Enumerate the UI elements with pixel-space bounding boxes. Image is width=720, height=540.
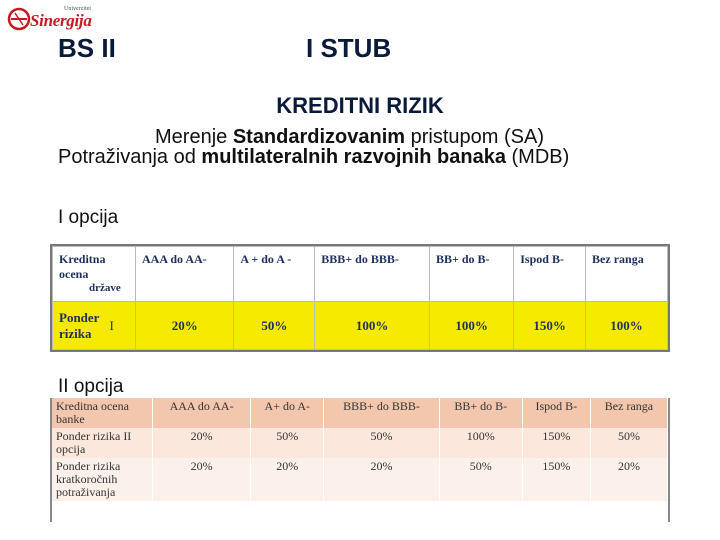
option1-table xyxy=(50,244,670,352)
table-cell: AAA do AA- xyxy=(153,398,251,428)
slide-subtitle: KREDITNI RIZIK xyxy=(276,93,444,118)
table-cell: AAA do AA- xyxy=(136,247,234,302)
table-cell: 20% xyxy=(590,458,667,501)
table-cell: 50% xyxy=(590,428,667,458)
table-cell: 50% xyxy=(234,302,315,350)
table-cell: 150% xyxy=(514,302,586,350)
table-cell: BBB+ do BBB- xyxy=(315,247,430,302)
table-cell: A+ do A- xyxy=(251,398,324,428)
logo-univerzitet-text: Univerzitet xyxy=(64,6,91,12)
sinergija-logo xyxy=(6,6,92,32)
table-cell: BBB+ do BBB- xyxy=(324,398,439,428)
table-cell: 150% xyxy=(522,428,590,458)
claims-line-b: multilateralnih razvojnih banaka xyxy=(201,146,506,168)
label-line: ocena xyxy=(59,267,89,281)
row-label-cell: Kreditna ocena banke xyxy=(52,398,153,428)
table-cell: BB+ do B- xyxy=(429,247,513,302)
table-cell: Ispod B- xyxy=(514,247,586,302)
measurement-line-c: pristupom (SA) xyxy=(405,126,545,148)
header-center-title: I STUB xyxy=(306,33,392,63)
table-row xyxy=(52,458,668,501)
table-cell: Bez ranga xyxy=(590,398,667,428)
row-label-cell xyxy=(53,302,136,350)
claims-line-a: Potraživanja od xyxy=(58,146,202,168)
logo-name-text: Sinergija xyxy=(30,11,92,30)
table-cell: 20% xyxy=(251,458,324,501)
table-cell: 50% xyxy=(439,458,522,501)
row-label-cell: Ponder rizika II opcija xyxy=(52,428,153,458)
label-line: Ponder xyxy=(59,309,100,325)
row-label-cell xyxy=(53,247,136,302)
table-cell: 20% xyxy=(153,458,251,501)
label-line: države xyxy=(89,282,121,294)
table-cell: 100% xyxy=(439,428,522,458)
option2-label: II opcija xyxy=(58,376,124,397)
table-cell: 20% xyxy=(136,302,234,350)
table-cell: 50% xyxy=(251,428,324,458)
option1-label: I opcija xyxy=(58,207,119,228)
table-row xyxy=(52,428,668,458)
table-row xyxy=(53,302,668,350)
label-mark: I xyxy=(109,317,114,333)
label-line: Kreditna xyxy=(59,252,106,266)
table-cell: 50% xyxy=(324,428,439,458)
row-label-cell: Ponder rizika kratkoročnih potraživanja xyxy=(52,458,153,501)
table-cell: A + do A - xyxy=(234,247,315,302)
table-cell: 100% xyxy=(315,302,430,350)
table-cell: Bez ranga xyxy=(586,247,668,302)
table-cell: 150% xyxy=(522,458,590,501)
claims-line xyxy=(58,146,569,169)
option2-table xyxy=(50,398,670,522)
table-row xyxy=(53,247,668,302)
claims-line-c: (MDB) xyxy=(505,146,570,168)
measurement-line-b: Standardizovanim xyxy=(232,126,406,148)
table-cell: 20% xyxy=(324,458,439,501)
logo-emblem-icon xyxy=(6,6,32,32)
table-cell: 20% xyxy=(153,428,251,458)
table-row xyxy=(52,398,668,428)
table-cell: Ispod B- xyxy=(522,398,590,428)
label-line: rizika xyxy=(59,325,92,341)
table-cell: BB+ do B- xyxy=(439,398,522,428)
header-left-title: BS II xyxy=(58,33,116,63)
table-cell: 100% xyxy=(429,302,513,350)
measurement-line-a: Merenje xyxy=(155,126,233,148)
table-cell: 100% xyxy=(586,302,668,350)
